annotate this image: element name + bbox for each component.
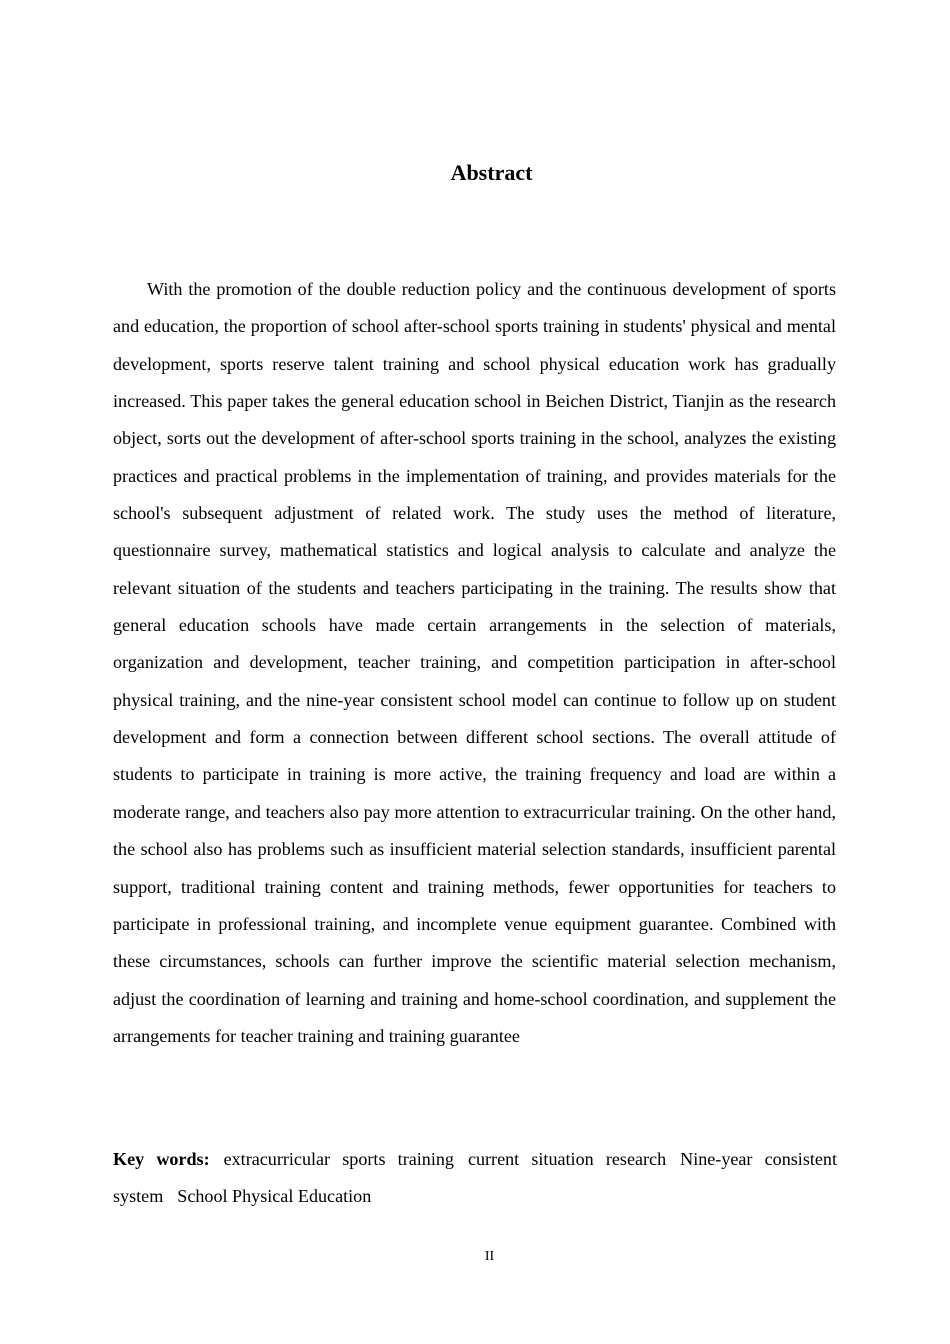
keyword-item: School Physical Education [177, 1186, 372, 1207]
abstract-body: With the promotion of the double reduction policy and the continuous development of sports and education, the proportion of school after-school sports training in students' physical and mental development, sports reserve talent training and school physical education work has gradually increased. This paper takes the general education school in Beichen District, Tianjin as the research object, sorts out the development of after-school sports training in the school, analyzes the existing practices and practical problems in the implementation of training, and provides materials for the school's subsequent adjustment of related work. The study uses the method of literature, questionnaire survey, mathematical statistics and logical analysis to calculate and analyze the relevant situation of the students and teachers participating in the training. The results show that general education schools have made certain arrangements in the selection of materials, organization and development, teacher training, and competition participation in after-school physical training, and the nine-year consistent school model can continue to follow up on student development and form a connection between different school sections. The overall attitude of students to participate in training is more active, the training frequency and load are within a moderate range, and teachers also pay more attention to extracurricular training. On the other hand, the school also has problems such as insufficient material selection standards, insufficient parental support, traditional training content and training methods, fewer opportunities for teachers to participate in professional training, and incomplete venue equipment guarantee. Combined with these circumstances, schools can further improve the scientific material selection mechanism, adjust the coordination of learning and training and home-school coordination, and supplement the arrangements for teacher training and training guarantee [113, 279, 836, 1046]
abstract-title: Abstract [450, 160, 533, 185]
keywords-label: Key words: [113, 1149, 210, 1169]
keyword-item: Nine-year consistent system [113, 1149, 837, 1207]
keyword-item: current situation research [467, 1149, 667, 1169]
keyword-item: extracurricular sports training [223, 1149, 454, 1169]
keywords-line [113, 1141, 837, 1216]
page-number: II [484, 1249, 495, 1264]
